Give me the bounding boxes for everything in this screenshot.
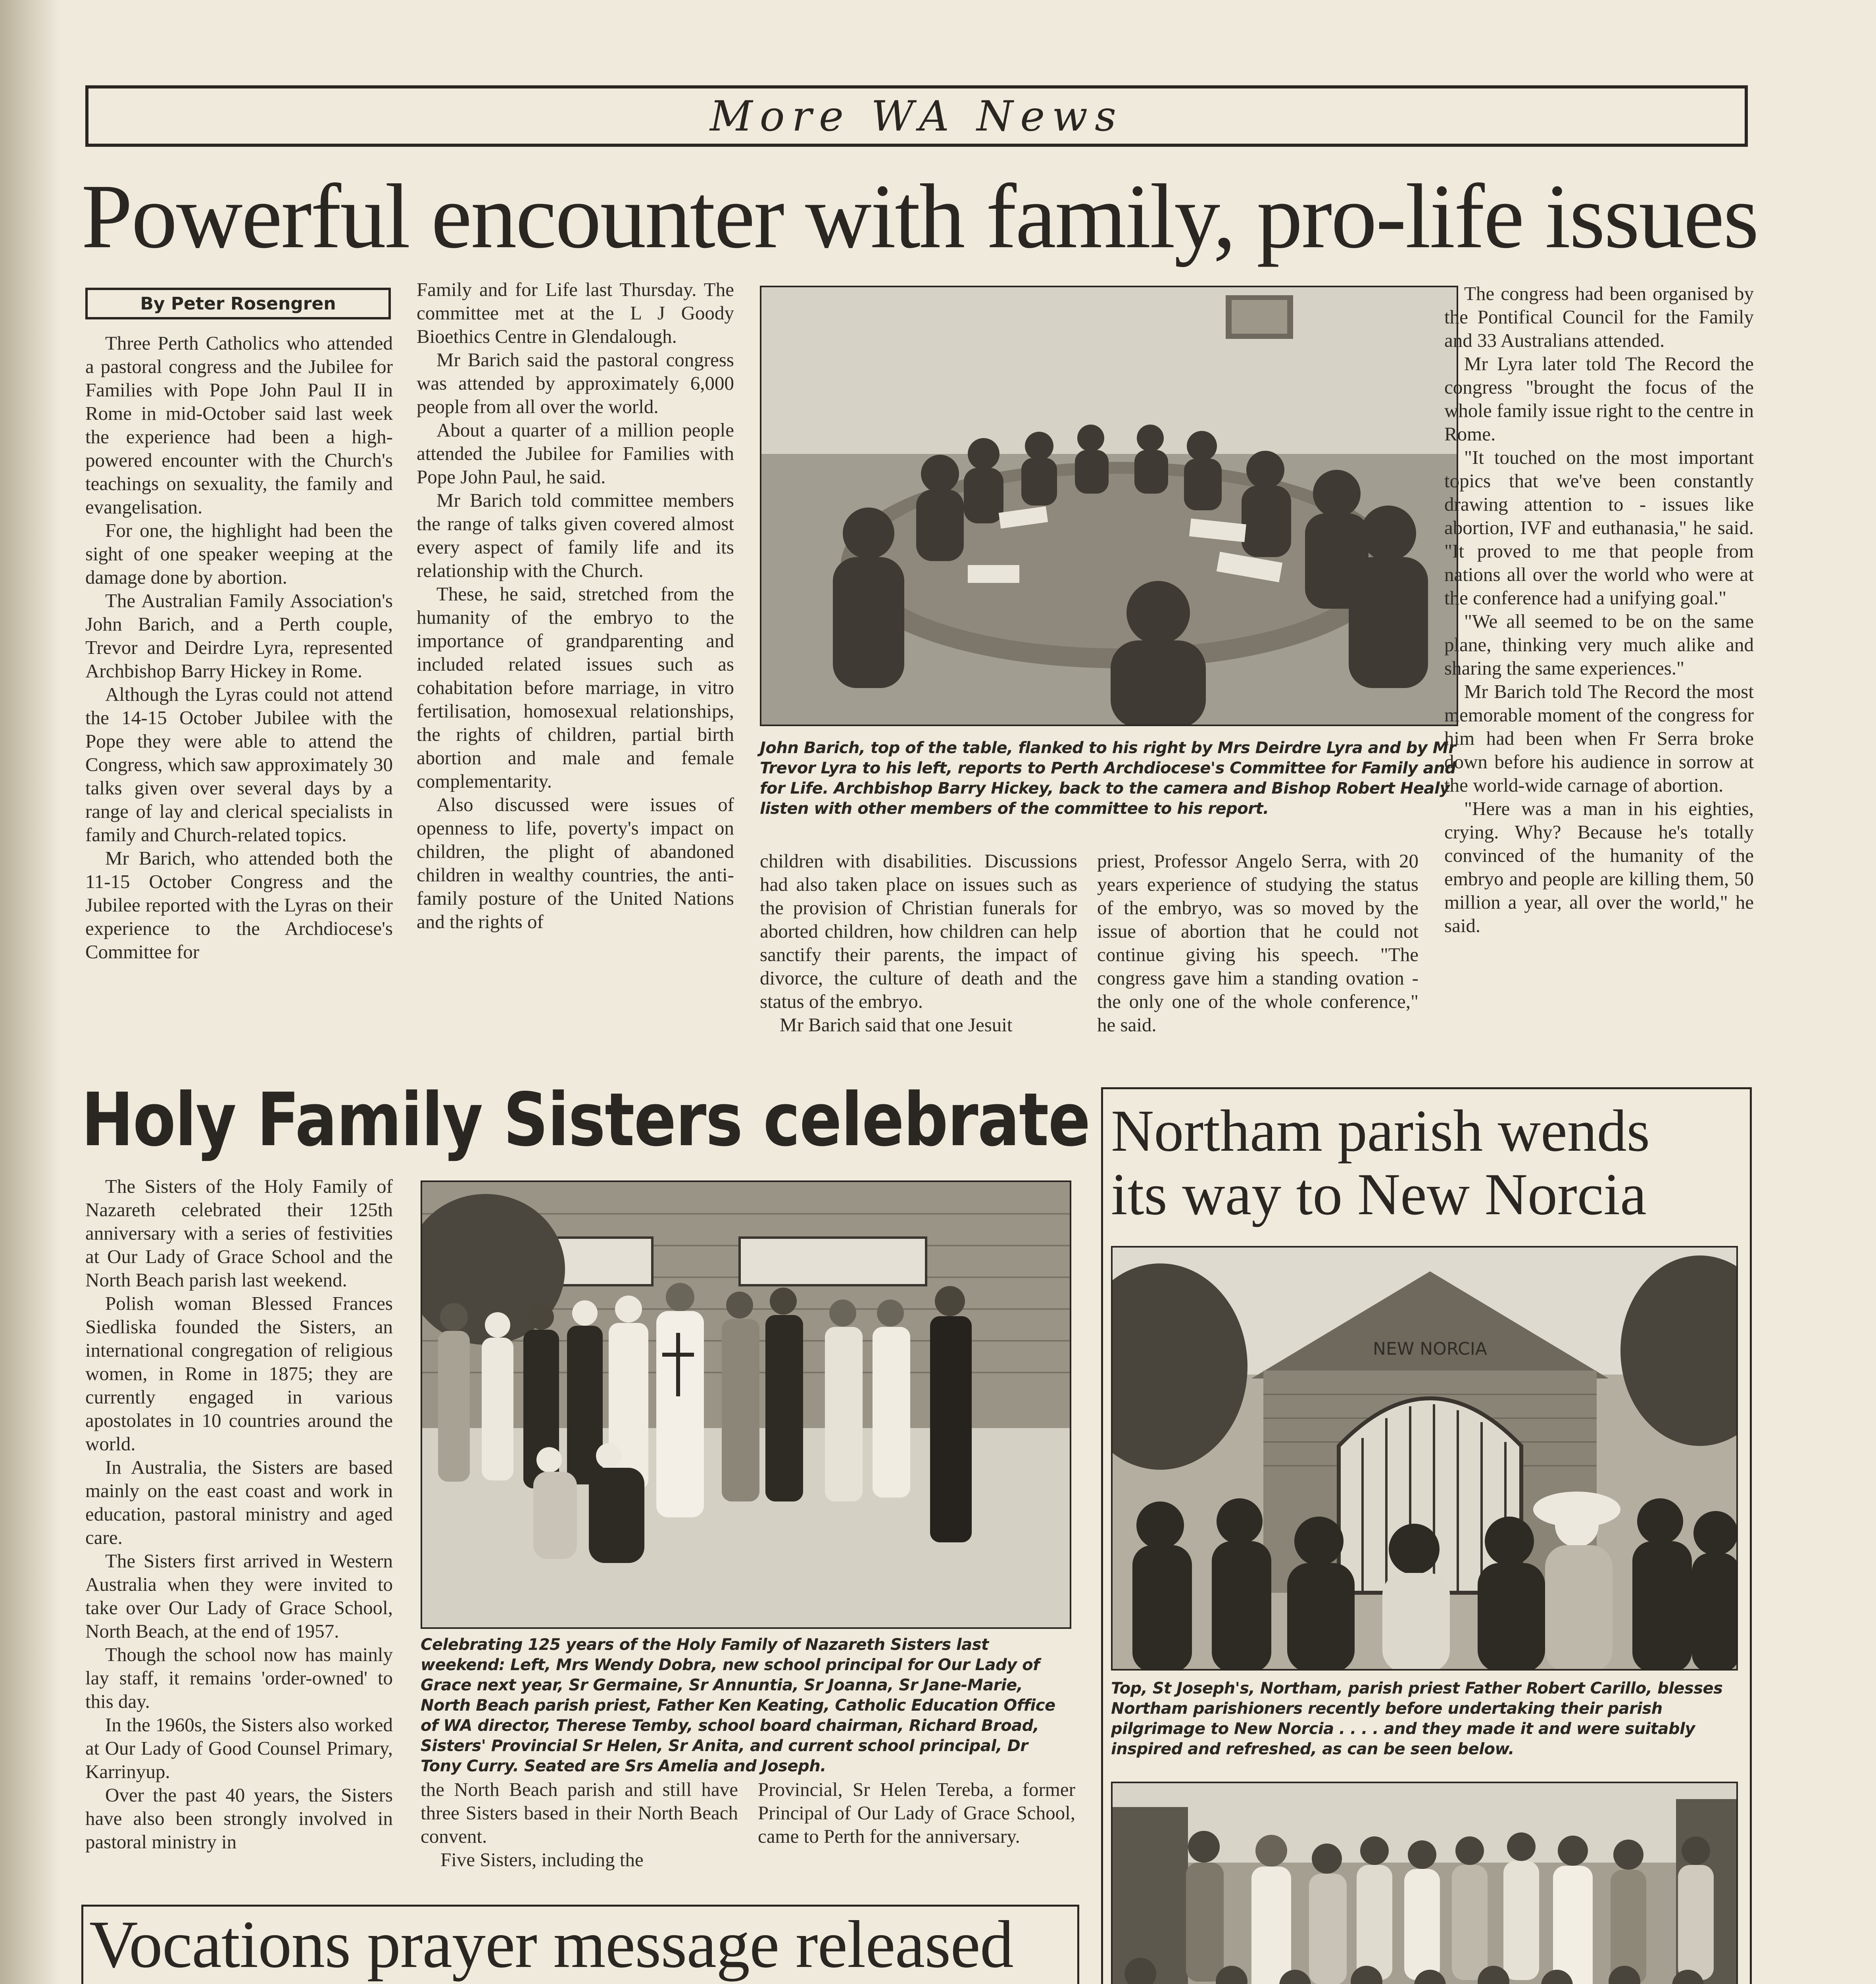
page-gutter-shadow (0, 0, 60, 1984)
article2-col1-paragraph: In the 1960s, the Sisters also worked at Our Lady of Good Counsel Primary, Karrinyup. (85, 1714, 393, 1782)
article2-col1-paragraph: The Sisters first arrived in Western Australia when they were invited to take over Our Lady of Grace School, North Beach, at the end of 1957. (85, 1550, 393, 1642)
article1-column-4 (1097, 849, 1419, 1065)
article1-col3-paragraph: children with disabilities. Discussions had also taken place on issues such as the provision of Christian funerals for aborted children, how children can help sanctify their parents, the impact of divorce, the culture of death and the status of the embryo. (760, 850, 1077, 1012)
article2-column-2 (421, 1778, 738, 1873)
article2-col1-paragraph: Over the past 40 years, the Sisters have also been strongly involved in pastoral ministry in (85, 1784, 393, 1853)
article1-col2-paragraph: Family and for Life last Thursday. The committee met at the L J Goody Bioethics Centre in Glendalough. (417, 279, 734, 347)
article1-col5-paragraph: "We all seemed to be on the same plane, thinking very much alike and sharing the same experiences." (1444, 610, 1754, 679)
article1-column-2 (417, 278, 734, 1065)
committee-meeting-photo (760, 286, 1458, 726)
article2-col1-paragraph: Polish woman Blessed Frances Siedliska founded the Sisters, an international congregation of religious women, in Rome in 1875; they are currently engaged in various apostolates in 10 countries around the world. (85, 1292, 393, 1455)
article1-col5-paragraph: Mr Lyra later told The Record the congress "brought the focus of the whole family issue right to the centre in Rome. (1444, 353, 1754, 445)
article2-col2-paragraph: Five Sisters, including the (440, 1849, 644, 1871)
article1-col1-paragraph: Although the Lyras could not attend the 14-15 October Jubilee with the Pope they were able to attend the Congress, which saw approximately 30 talks given over several days by a range of lay and clerical specialists in family and Church-related topics. (85, 683, 393, 846)
article1-column-3 (760, 849, 1077, 1065)
new-norcia-group-photo (1111, 1782, 1738, 1984)
article2-column-1 (85, 1175, 393, 1873)
article3-headline-line2: its way to New Norcia (1111, 1161, 1647, 1227)
article1-col1-paragraph: For one, the highlight had been the sight of one speaker weeping at the damage done by abortion. (85, 519, 393, 588)
holy-family-sisters-caption: Celebrating 125 years of the Holy Family of Nazareth Sisters last weekend: Left, Mrs Wendy Dobra, new school principal for Our Lady of Grace next year, Sr Germaine, Sr Annuntia, Sr Joanna, Sr Jane-Marie, North Beach parish priest, Father Ken Keating, Catholic Education Office of WA director, Therese Temby, school board chairman, Richard Broad, Sisters' Provincial Sr Helen, Sr Anita, and current school principal, Dr Tony Curry. Seated are Srs Amelia and Joseph. (421, 1636, 1055, 1775)
article4-headline: Vocations prayer message released (89, 1907, 1013, 1982)
article2-column-3 (758, 1778, 1075, 1873)
article2-col1-paragraph: In Australia, the Sisters are based mainly on the east coast and work in education, pastoral ministry and aged care. (85, 1456, 393, 1548)
section-banner (85, 85, 1748, 147)
article1-col2-paragraph: These, he said, stretched from the humanity of the embryo to the importance of grandparenting and included related issues such as cohabitation before marriage, in vitro fertilisation, homosexual relationships, the rights of children, partial birth abortion and male and female complementarity. (417, 583, 734, 792)
article1-col1-paragraph: The Australian Family Association's John Barich, and a Perth couple, Trevor and Deirdre Lyra, represented Archbishop Barry Hickey in Rome. (85, 590, 393, 682)
article1-col1-paragraph: Three Perth Catholics who attended a pastoral congress and the Jubilee for Families with Pope John Paul II in Rome in mid-October said last week the experience had been a high-powered encounter with the Church's teachings on sexuality, the family and evangelisation. (85, 332, 393, 518)
article1-col5-paragraph: Mr Barich told The Record the most memorable moment of the congress for him had been when Fr Serra broke down before his audience in sorrow at the world-wide carnage of abortion. (1444, 681, 1754, 796)
article1-headline: Powerful encounter with family, pro-life issues (81, 165, 1758, 267)
pilgrims-group-illustration (1113, 1783, 1738, 1984)
article1-col1-paragraph: Mr Barich, who attended both the 11-15 October Congress and the Jubilee reported with the Lyras on their experience to the Archdiocese's Committee for (85, 847, 393, 963)
article2-headline: Holy Family Sisters celebrate (81, 1077, 1090, 1163)
article1-col5-paragraph: The congress had been organised by the Pontifical Council for the Family and 33 Australians attended. (1444, 283, 1754, 351)
article1-col2-paragraph: About a quarter of a million people attended the Jubilee for Families with Pope John Paul, he said. (417, 419, 734, 488)
article2-col3-paragraph: Provincial, Sr Helen Tereba, a former Principal of Our Lady of Grace School, came to Perth for the anniversary. (758, 1778, 1075, 1847)
article3-headline-line1: Northam parish wends (1111, 1098, 1650, 1164)
sisters-group-illustration (422, 1182, 1071, 1629)
article1-col4-paragraph: priest, Professor Angelo Serra, with 20 years experience of studying the status of the embryo, was so moved by the issue of abortion that he could not continue giving his speech. "The congress gave him a standing ovation - the only one of the whole conference," he said. (1097, 850, 1419, 1036)
article1-byline: By Peter Rosengren (85, 288, 391, 319)
northam-blessing-photo (1111, 1246, 1738, 1671)
section-banner-text: More WA News (709, 92, 1124, 140)
article1-col5-paragraph: "It touched on the most important topics that we've been constantly drawing attention to - issues like abortion, IVF and euthanasia," he said. "It proved to me that people from nations all over the world who were at the conference had a unifying goal." (1444, 446, 1754, 609)
gateway-sign-text: NEW NORCIA (1373, 1339, 1487, 1359)
article2-col1-paragraph: The Sisters of the Holy Family of Nazareth celebrated their 125th anniversary with a series of festivities at Our Lady of Grace School and the North Beach parish last weekend. (85, 1175, 393, 1291)
holy-family-sisters-photo (421, 1180, 1071, 1629)
article1-col2-paragraph: Mr Barich told committee members the range of talks given covered almost every aspect of family life and its relationship with the Church. (417, 489, 734, 581)
article1-col2-paragraph: Mr Barich said the pastoral congress was attended by approximately 6,000 people from all over the world. (417, 349, 734, 417)
article1-col3-paragraph: Mr Barich said that one Jesuit (780, 1014, 1013, 1036)
article1-col5-paragraph: "Here was a man in his eighties, crying. Why? Because he's totally convinced of the humanity of the embryo and people are killing them, 50 million a year, all over the world," he said. (1444, 798, 1754, 936)
article1-column-1 (85, 331, 393, 1065)
article2-col1-paragraph: Though the school now has mainly lay staff, it remains 'order-owned' to this day. (85, 1644, 393, 1712)
church-gateway-illustration (1113, 1248, 1738, 1671)
northam-blessing-caption: Top, St Joseph's, Northam, parish priest Father Robert Carillo, blesses Northam parishioners recently before undertaking their parish pilgrimage to New Norcia . . . . and they made it and were suitably inspired and refreshed, as can be seen below. (1111, 1679, 1723, 1758)
article1-column-5 (1444, 282, 1754, 1065)
committee-meeting-illustration (761, 287, 1458, 726)
article2-col2-paragraph: the North Beach parish and still have three Sisters based in their North Beach convent. (421, 1778, 738, 1847)
article1-col2-paragraph: Also discussed were issues of openness to life, poverty's impact on children, the plight of abandoned children in wealthy countries, the anti-family posture of the United Nations and the rights of (417, 794, 734, 932)
committee-meeting-caption: John Barich, top of the table, flanked to his right by Mrs Deirdre Lyra and by Mr Trevor Lyra to his left, reports to Perth Archdiocese's Committee for Family and for Life. Archbishop Barry Hickey, back to the camera and Bishop Robert Healy listen with other members of the committee to his report. (760, 739, 1456, 818)
